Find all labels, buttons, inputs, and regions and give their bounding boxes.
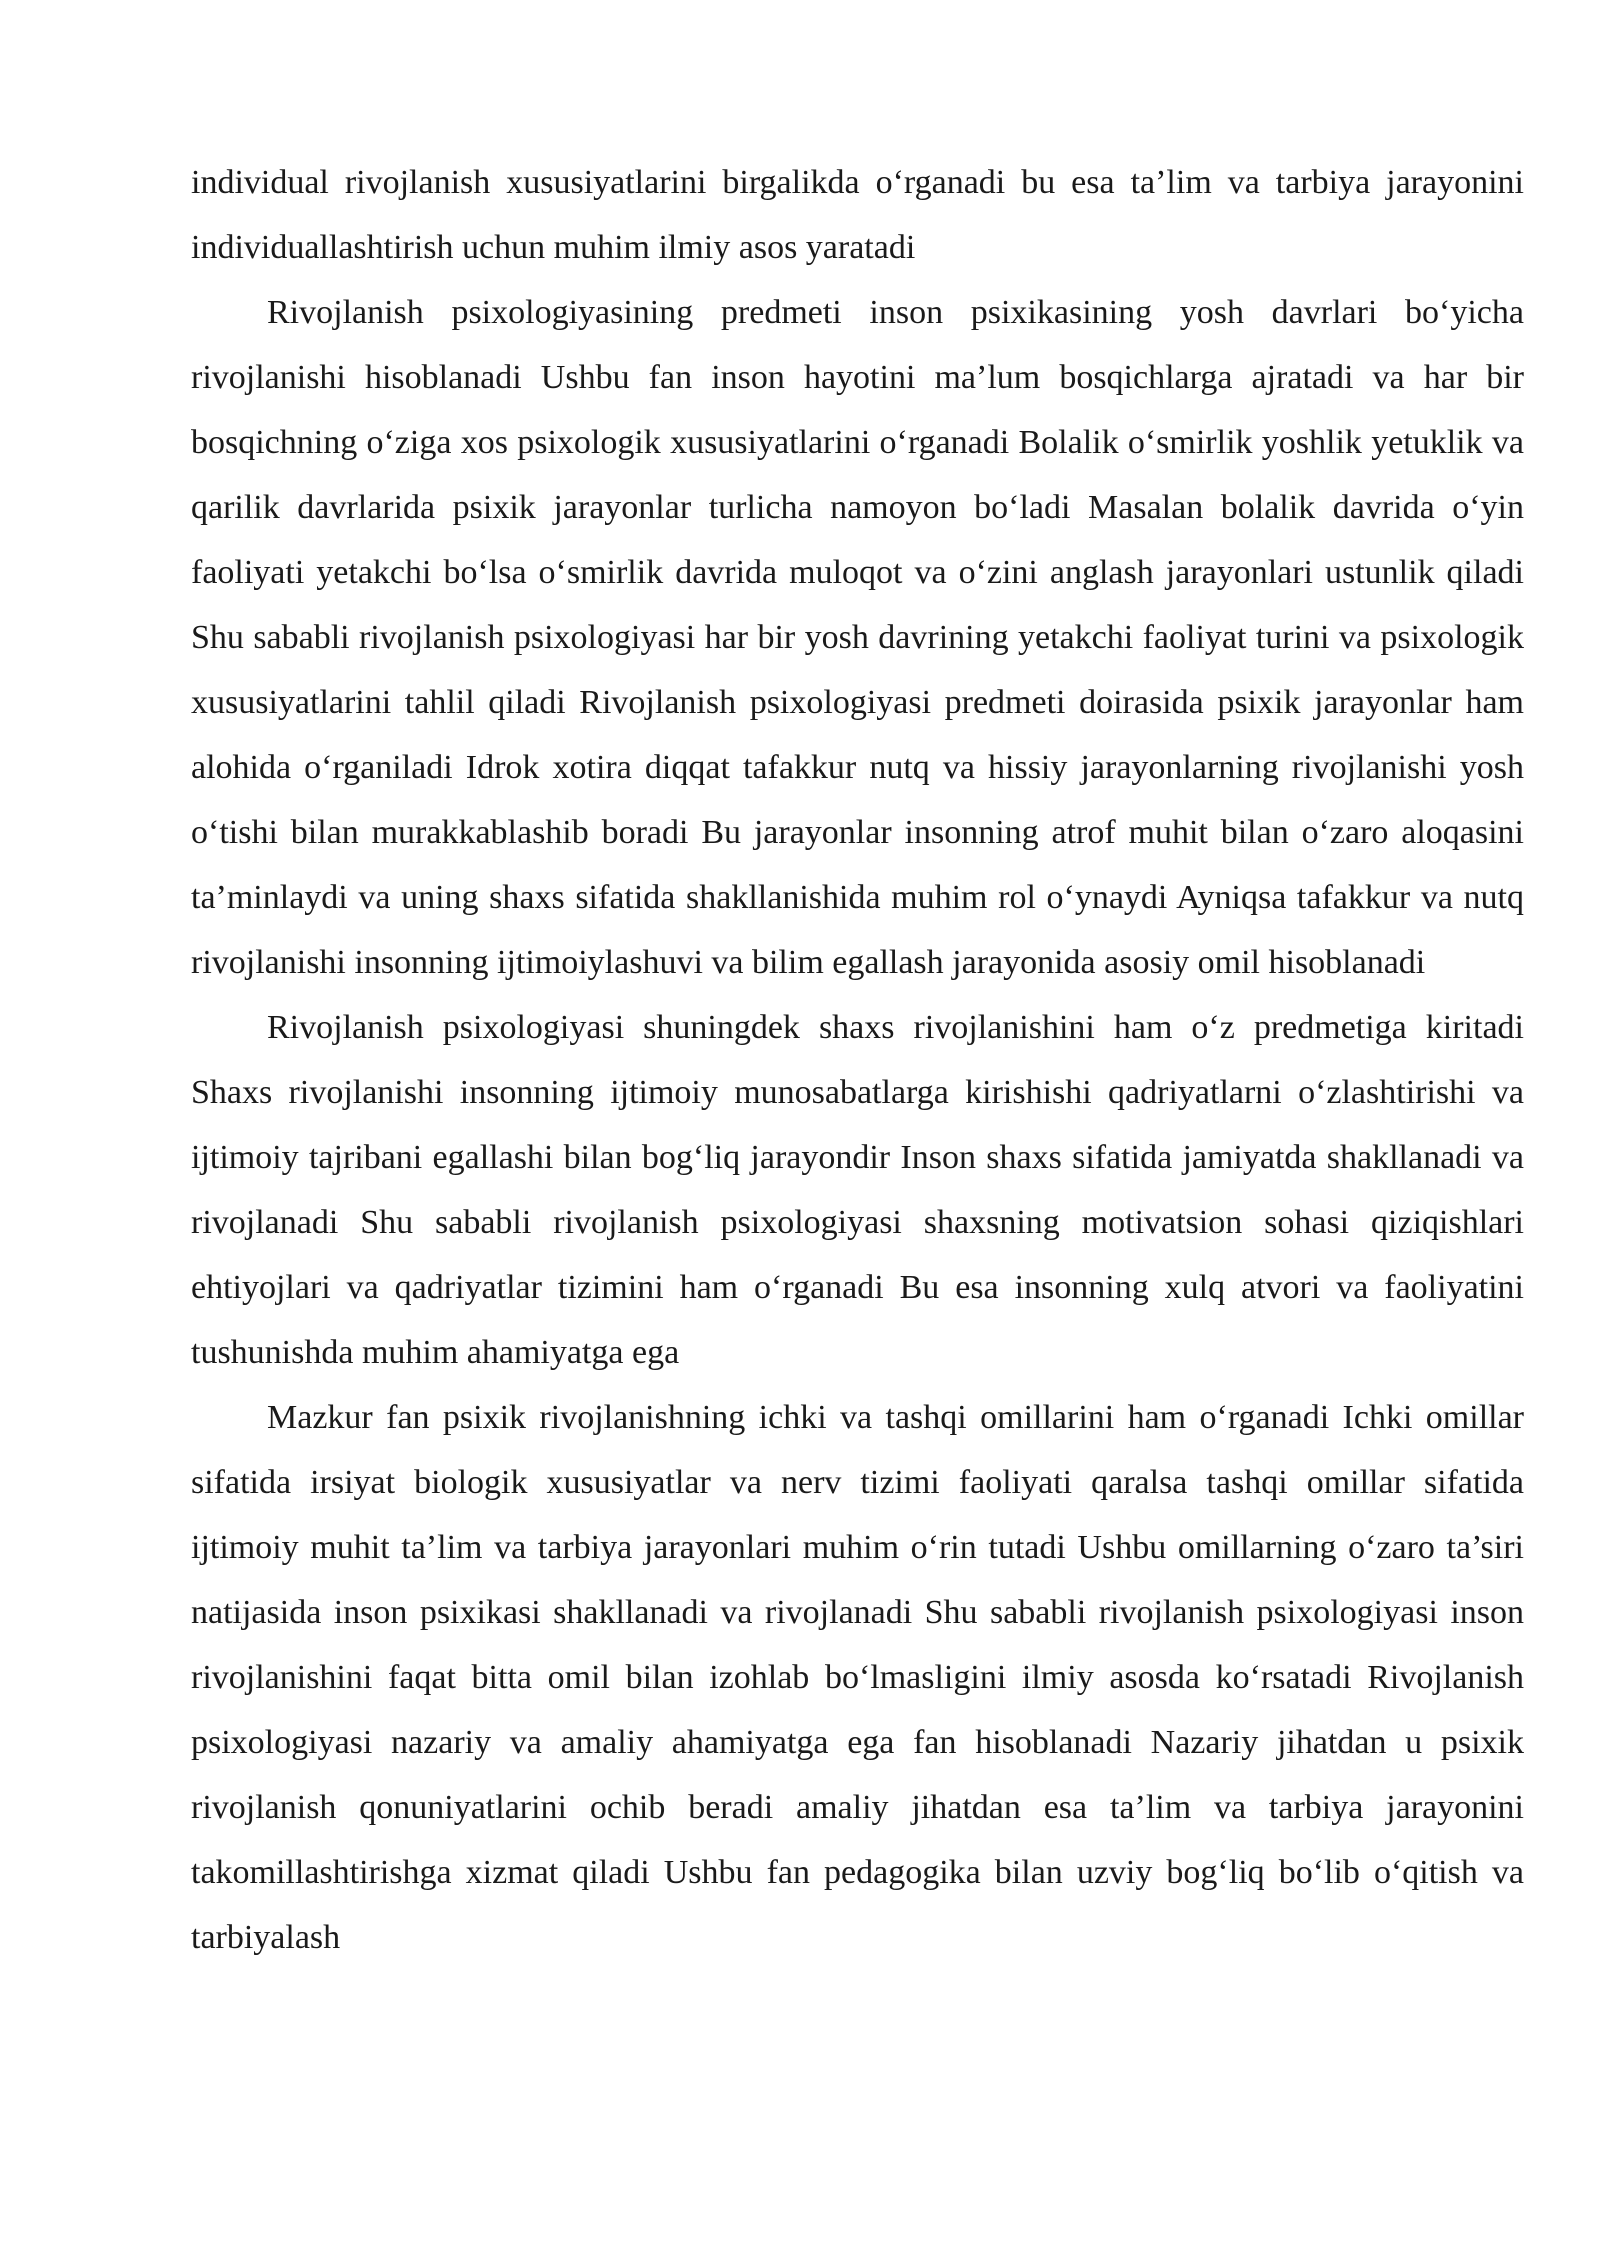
document-body	[191, 150, 1524, 1970]
paragraph-3: Rivojlanish psixologiyasi shuningdek shaxs rivojlanishini ham o‘z predmetiga kiritadi Shaxs rivojlanishi insonning ijtimoiy munosabatlarga kirishishi qadriyatlarni o‘zlashtirishi va ijtimoiy tajribani egallashi bilan bog‘liq jarayondir Inson shaxs sifatida jamiyatda shakllanadi va rivojlanadi Shu sababli rivojlanish psixologiyasi shaxsning motivatsion sohasi qiziqishlari ehtiyojlari va qadriyatlar tizimini ham o‘rganadi Bu esa insonning xulq atvori va faoliyatini tushunishda muhim ahamiyatga ega	[191, 1009, 1524, 1371]
paragraph-1: individual rivojlanish xususiyatlarini birgalikda o‘rganadi bu esa ta’lim va tarbiya jarayonini individuallashtirish uchun muhim ilmiy asos yaratadi	[191, 164, 1524, 266]
paragraph-2: Rivojlanish psixologiyasining predmeti inson psixikasining yosh davrlari bo‘yicha rivojlanishi hisoblanadi Ushbu fan inson hayotini ma’lum bosqichlarga ajratadi va har bir bosqichning o‘ziga xos psixologik xususiyatlarini o‘rganadi Bolalik o‘smirlik yoshlik yetuklik va qarilik davrlarida psixik jarayonlar turlicha namoyon bo‘ladi Masalan bolalik davrida o‘yin faoliyati yetakchi bo‘lsa o‘smirlik davrida muloqot va o‘zini anglash jarayonlari ustunlik qiladi Shu sababli rivojlanish psixologiyasi har bir yosh davrining yetakchi faoliyat turini va psixologik xususiyatlarini tahlil qiladi Rivojlanish psixologiyasi predmeti doirasida psixik jarayonlar ham alohida o‘rganiladi Idrok xotira diqqat tafakkur nutq va hissiy jarayonlarning rivojlanishi yosh o‘tishi bilan murakkablashib boradi Bu jarayonlar insonning atrof muhit bilan o‘zaro aloqasini ta’minlaydi va uning shaxs sifatida shakllanishida muhim rol o‘ynaydi Ayniqsa tafakkur va nutq rivojlanishi insonning ijtimoiylashuvi va bilim egallash jarayonida asosiy omil hisoblanadi	[191, 294, 1524, 981]
paragraph-4: Mazkur fan psixik rivojlanishning ichki va tashqi omillarini ham o‘rganadi Ichki omillar sifatida irsiyat biologik xususiyatlar va nerv tizimi faoliyati qaralsa tashqi omillar sifatida ijtimoiy muhit ta’lim va tarbiya jarayonlari muhim o‘rin tutadi Ushbu omillarning o‘zaro ta’siri natijasida inson psixikasi shakllanadi va rivojlanadi Shu sababli rivojlanish psixologiyasi inson rivojlanishini faqat bitta omil bilan izohlab bo‘lmasligini ilmiy asosda ko‘rsatadi Rivojlanish psixologiyasi nazariy va amaliy ahamiyatga ega fan hisoblanadi Nazariy jihatdan u psixik rivojlanish qonuniyatlarini ochib beradi amaliy jihatdan esa ta’lim va tarbiya jarayonini takomillashtirishga xizmat qiladi Ushbu fan pedagogika bilan uzviy bog‘liq bo‘lib o‘qitish va tarbiyalash	[191, 1399, 1524, 1956]
